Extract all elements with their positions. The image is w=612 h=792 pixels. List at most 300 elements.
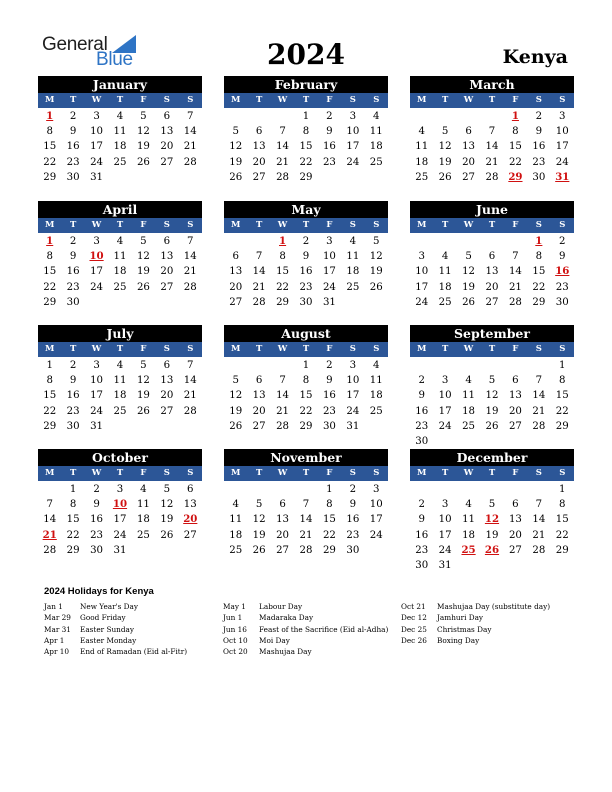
day-cell: 23 bbox=[322, 405, 336, 417]
day-cell: 12 bbox=[229, 390, 243, 402]
holiday-day-cell: 20 bbox=[183, 513, 198, 526]
day-cell: 14 bbox=[532, 390, 546, 402]
day-cell: 16 bbox=[66, 266, 80, 278]
holiday-item bbox=[223, 612, 388, 623]
empty-day-cell bbox=[410, 109, 433, 124]
day-cell: 11 bbox=[136, 499, 150, 511]
day-cell: 17 bbox=[90, 266, 104, 278]
day-cell: 11 bbox=[462, 390, 476, 402]
day-cell: 8 bbox=[535, 251, 543, 263]
day-cell: 18 bbox=[229, 529, 243, 541]
month-october bbox=[38, 449, 202, 558]
day-cell: 19 bbox=[136, 141, 150, 153]
weekday-label: M bbox=[45, 344, 55, 354]
day-cell: 26 bbox=[485, 420, 499, 432]
weekday-label: F bbox=[512, 344, 519, 354]
day-cell: 12 bbox=[485, 390, 499, 402]
month-august bbox=[224, 325, 388, 434]
day-cell: 27 bbox=[160, 281, 174, 293]
day-cell: 17 bbox=[438, 529, 452, 541]
day-cell: 4 bbox=[116, 111, 124, 122]
weekday-label: S bbox=[373, 344, 380, 354]
day-cell: 10 bbox=[438, 390, 452, 402]
weekday-label: M bbox=[45, 220, 55, 230]
weekday-label: S bbox=[349, 468, 356, 478]
holidays-title: 2024 Holidays for Kenya bbox=[44, 586, 154, 597]
weekday-label: W bbox=[91, 344, 102, 354]
day-cell: 16 bbox=[66, 390, 80, 402]
holiday-day-cell: 1 bbox=[46, 235, 54, 247]
day-cell: 27 bbox=[276, 544, 290, 556]
day-cell: 31 bbox=[90, 420, 104, 432]
day-cell: 19 bbox=[485, 529, 499, 541]
days-grid bbox=[410, 358, 574, 449]
holiday-name: Easter Sunday bbox=[80, 624, 135, 634]
day-cell: 26 bbox=[438, 171, 452, 183]
month-september bbox=[410, 325, 574, 449]
empty-day-cell bbox=[433, 109, 456, 124]
day-cell: 21 bbox=[183, 266, 197, 278]
day-cell: 8 bbox=[46, 375, 53, 387]
day-cell: 29 bbox=[66, 544, 80, 556]
day-cell: 6 bbox=[465, 126, 472, 138]
day-cell: 15 bbox=[299, 141, 313, 153]
day-cell: 17 bbox=[322, 266, 336, 278]
day-cell: 6 bbox=[163, 111, 171, 122]
day-cell: 21 bbox=[276, 156, 290, 168]
day-cell: 24 bbox=[90, 405, 104, 417]
holiday-day-cell: 26 bbox=[484, 543, 500, 556]
day-cell: 25 bbox=[229, 544, 243, 556]
day-cell: 24 bbox=[415, 296, 429, 308]
day-cell: 8 bbox=[559, 499, 566, 511]
holiday-item bbox=[223, 624, 388, 635]
weekday-label: T bbox=[441, 220, 449, 230]
day-cell: 12 bbox=[438, 141, 452, 153]
day-cell: 4 bbox=[418, 126, 425, 138]
day-cell: 28 bbox=[183, 405, 197, 417]
day-cell: 14 bbox=[252, 266, 266, 278]
day-cell: 20 bbox=[160, 266, 174, 278]
weekday-label: T bbox=[302, 468, 310, 478]
month-february bbox=[224, 76, 388, 185]
day-cell: 24 bbox=[369, 529, 383, 541]
month-title: January bbox=[38, 76, 202, 93]
day-cell: 2 bbox=[69, 236, 77, 247]
empty-day-cell bbox=[247, 234, 270, 249]
day-cell: 9 bbox=[69, 126, 77, 138]
day-cell: 1 bbox=[559, 484, 566, 495]
holiday-name: Good Friday bbox=[80, 613, 126, 623]
day-cell: 8 bbox=[302, 375, 310, 387]
day-cell: 26 bbox=[229, 420, 243, 432]
holiday-date: Oct 20 bbox=[223, 647, 248, 657]
day-cell: 4 bbox=[140, 484, 147, 495]
weekday-header-row bbox=[224, 93, 388, 108]
day-cell: 17 bbox=[346, 141, 360, 153]
weekday-label: T bbox=[255, 344, 263, 354]
day-cell: 10 bbox=[369, 499, 383, 511]
empty-day-cell bbox=[271, 358, 294, 373]
day-cell: 24 bbox=[322, 281, 336, 293]
weekday-label: W bbox=[91, 95, 102, 105]
weekday-label: M bbox=[231, 344, 241, 354]
day-cell: 28 bbox=[276, 171, 290, 183]
day-cell: 23 bbox=[322, 156, 336, 168]
day-cell: 13 bbox=[160, 126, 174, 138]
weekday-label: S bbox=[373, 95, 380, 105]
day-cell: 13 bbox=[276, 514, 290, 526]
day-cell: 26 bbox=[136, 405, 150, 417]
day-cell: 30 bbox=[299, 296, 313, 308]
day-cell: 1 bbox=[302, 360, 310, 371]
day-cell: 12 bbox=[160, 499, 174, 511]
weekday-header-row bbox=[410, 218, 574, 233]
day-cell: 10 bbox=[322, 251, 336, 263]
day-cell: 24 bbox=[90, 156, 104, 168]
weekday-label: F bbox=[512, 468, 519, 478]
weekday-label: M bbox=[231, 95, 241, 105]
day-cell: 11 bbox=[462, 514, 476, 526]
empty-day-cell bbox=[480, 109, 503, 124]
day-cell: 22 bbox=[43, 405, 57, 417]
day-cell: 7 bbox=[279, 126, 286, 138]
weekday-label: S bbox=[559, 344, 566, 354]
day-cell: 24 bbox=[346, 156, 360, 168]
day-cell: 22 bbox=[299, 156, 313, 168]
day-cell: 19 bbox=[136, 390, 150, 402]
holiday-day-cell: 1 bbox=[279, 235, 287, 247]
weekday-label: M bbox=[231, 468, 241, 478]
day-cell: 17 bbox=[438, 405, 452, 417]
month-title: December bbox=[410, 449, 574, 466]
day-cell: 19 bbox=[229, 405, 243, 417]
weekday-label: S bbox=[373, 468, 380, 478]
day-cell: 23 bbox=[346, 529, 360, 541]
day-cell: 29 bbox=[322, 544, 336, 556]
day-cell: 10 bbox=[346, 126, 360, 138]
day-cell: 4 bbox=[116, 360, 124, 371]
weekday-label: S bbox=[187, 344, 194, 354]
weekday-label: W bbox=[277, 468, 288, 478]
day-cell: 29 bbox=[276, 296, 290, 308]
weekday-label: T bbox=[302, 95, 310, 105]
day-cell: 9 bbox=[349, 499, 357, 511]
day-cell: 12 bbox=[462, 266, 476, 278]
day-cell: 27 bbox=[160, 156, 174, 168]
day-cell: 11 bbox=[113, 126, 127, 138]
day-cell: 6 bbox=[488, 251, 496, 263]
day-cell: 6 bbox=[512, 499, 519, 511]
day-cell: 8 bbox=[279, 251, 286, 263]
holiday-date: Mar 29 bbox=[44, 613, 71, 623]
weekday-label: S bbox=[163, 95, 170, 105]
day-cell: 5 bbox=[441, 126, 449, 138]
day-cell: 21 bbox=[485, 156, 499, 168]
day-cell: 28 bbox=[252, 296, 266, 308]
empty-day-cell bbox=[410, 358, 433, 373]
empty-day-cell bbox=[480, 358, 503, 373]
empty-day-cell bbox=[480, 482, 503, 497]
empty-day-cell bbox=[294, 482, 317, 497]
days-grid bbox=[38, 482, 202, 558]
holiday-date: May 1 bbox=[223, 602, 246, 611]
day-cell: 18 bbox=[438, 281, 452, 293]
day-cell: 6 bbox=[279, 499, 286, 511]
day-cell: 18 bbox=[113, 390, 127, 402]
weekday-label: T bbox=[116, 220, 124, 230]
day-cell: 25 bbox=[113, 156, 127, 168]
day-cell: 5 bbox=[140, 236, 147, 247]
day-cell: 29 bbox=[43, 171, 57, 183]
day-cell: 15 bbox=[299, 390, 313, 402]
day-cell: 1 bbox=[559, 360, 566, 371]
day-cell: 9 bbox=[69, 251, 77, 263]
day-cell: 2 bbox=[418, 375, 425, 387]
weekday-label: M bbox=[417, 220, 427, 230]
day-cell: 31 bbox=[322, 296, 336, 308]
day-cell: 14 bbox=[43, 514, 57, 526]
days-grid bbox=[224, 482, 388, 558]
holiday-day-cell: 25 bbox=[461, 543, 476, 556]
day-cell: 10 bbox=[346, 375, 360, 387]
days-grid bbox=[224, 358, 388, 434]
day-cell: 20 bbox=[508, 405, 522, 417]
days-grid bbox=[410, 109, 574, 185]
day-cell: 1 bbox=[46, 360, 53, 371]
weekday-header-row bbox=[38, 218, 202, 233]
day-cell: 22 bbox=[508, 156, 522, 168]
day-cell: 7 bbox=[535, 499, 543, 511]
day-cell: 26 bbox=[462, 296, 476, 308]
day-cell: 31 bbox=[113, 544, 127, 556]
day-cell: 14 bbox=[299, 514, 313, 526]
day-cell: 27 bbox=[229, 296, 243, 308]
day-cell: 17 bbox=[90, 141, 104, 153]
day-cell: 18 bbox=[462, 529, 476, 541]
day-cell: 16 bbox=[415, 529, 429, 541]
day-cell: 2 bbox=[349, 484, 357, 495]
day-cell: 15 bbox=[66, 514, 80, 526]
day-cell: 28 bbox=[276, 420, 290, 432]
day-cell: 29 bbox=[299, 171, 313, 183]
holiday-item bbox=[44, 635, 187, 646]
day-cell: 5 bbox=[163, 484, 171, 495]
weekday-header-row bbox=[410, 342, 574, 357]
days-grid bbox=[410, 482, 574, 573]
day-cell: 19 bbox=[252, 529, 266, 541]
weekday-label: M bbox=[417, 344, 427, 354]
weekday-label: T bbox=[441, 468, 449, 478]
month-may bbox=[224, 201, 388, 310]
weekday-label: T bbox=[116, 468, 124, 478]
weekday-label: F bbox=[140, 95, 147, 105]
day-cell: 8 bbox=[69, 499, 77, 511]
day-cell: 26 bbox=[369, 281, 383, 293]
day-cell: 31 bbox=[438, 559, 452, 571]
weekday-label: F bbox=[140, 220, 147, 230]
weekday-label: M bbox=[45, 95, 55, 105]
weekday-label: S bbox=[163, 344, 170, 354]
holiday-name: Labour Day bbox=[259, 602, 303, 611]
weekday-label: S bbox=[535, 220, 542, 230]
day-cell: 23 bbox=[555, 281, 569, 293]
empty-day-cell bbox=[457, 482, 480, 497]
day-cell: 15 bbox=[508, 141, 522, 153]
days-grid bbox=[224, 234, 388, 310]
day-cell: 18 bbox=[415, 156, 429, 168]
day-cell: 30 bbox=[66, 171, 80, 183]
day-cell: 2 bbox=[93, 484, 100, 495]
day-cell: 27 bbox=[160, 405, 174, 417]
month-march bbox=[410, 76, 574, 185]
day-cell: 19 bbox=[438, 156, 452, 168]
day-cell: 29 bbox=[532, 296, 546, 308]
empty-day-cell bbox=[38, 482, 61, 497]
month-july bbox=[38, 325, 202, 434]
month-june bbox=[410, 201, 574, 310]
holiday-column bbox=[223, 601, 388, 657]
day-cell: 7 bbox=[302, 499, 310, 511]
empty-day-cell bbox=[433, 482, 456, 497]
day-cell: 28 bbox=[43, 544, 57, 556]
empty-day-cell bbox=[224, 234, 247, 249]
days-grid bbox=[410, 234, 574, 310]
holiday-column bbox=[44, 601, 187, 657]
day-cell: 13 bbox=[252, 390, 266, 402]
day-cell: 9 bbox=[302, 251, 310, 263]
day-cell: 8 bbox=[302, 126, 310, 138]
empty-day-cell bbox=[224, 358, 247, 373]
weekday-label: W bbox=[463, 344, 474, 354]
holiday-item bbox=[44, 646, 187, 657]
day-cell: 28 bbox=[532, 544, 546, 556]
weekday-header-row bbox=[38, 342, 202, 357]
weekday-label: T bbox=[488, 468, 496, 478]
holiday-day-cell: 29 bbox=[508, 170, 523, 183]
country-label: Kenya bbox=[502, 46, 568, 68]
holiday-name: Madaraka Day bbox=[259, 613, 314, 623]
day-cell: 5 bbox=[140, 360, 147, 371]
day-cell: 2 bbox=[69, 360, 77, 371]
day-cell: 30 bbox=[346, 544, 360, 556]
day-cell: 28 bbox=[183, 281, 197, 293]
day-cell: 30 bbox=[90, 544, 104, 556]
weekday-label: F bbox=[326, 95, 333, 105]
day-cell: 11 bbox=[229, 514, 243, 526]
weekday-label: T bbox=[69, 344, 77, 354]
day-cell: 8 bbox=[512, 126, 519, 138]
holiday-date: Jun 1 bbox=[223, 613, 243, 623]
day-cell: 28 bbox=[508, 296, 522, 308]
empty-day-cell bbox=[271, 482, 294, 497]
month-title: November bbox=[224, 449, 388, 466]
days-grid bbox=[38, 358, 202, 434]
days-grid bbox=[38, 234, 202, 310]
day-cell: 16 bbox=[532, 141, 546, 153]
day-cell: 10 bbox=[438, 514, 452, 526]
day-cell: 25 bbox=[369, 156, 383, 168]
day-cell: 13 bbox=[252, 141, 266, 153]
weekday-label: T bbox=[488, 344, 496, 354]
weekday-label: T bbox=[255, 468, 263, 478]
empty-day-cell bbox=[433, 358, 456, 373]
weekday-label: T bbox=[488, 95, 496, 105]
day-cell: 14 bbox=[508, 266, 522, 278]
empty-day-cell bbox=[457, 109, 480, 124]
weekday-label: T bbox=[255, 220, 263, 230]
day-cell: 25 bbox=[346, 281, 360, 293]
empty-day-cell bbox=[504, 234, 527, 249]
weekday-label: F bbox=[326, 468, 333, 478]
day-cell: 19 bbox=[229, 156, 243, 168]
day-cell: 14 bbox=[485, 141, 499, 153]
day-cell: 7 bbox=[255, 251, 263, 263]
day-cell: 29 bbox=[299, 420, 313, 432]
day-cell: 3 bbox=[116, 484, 124, 495]
day-cell: 18 bbox=[369, 390, 383, 402]
holiday-item bbox=[223, 601, 388, 612]
day-cell: 5 bbox=[140, 111, 147, 122]
day-cell: 10 bbox=[90, 126, 104, 138]
day-cell: 21 bbox=[276, 405, 290, 417]
day-cell: 22 bbox=[532, 281, 546, 293]
day-cell: 14 bbox=[276, 141, 290, 153]
day-cell: 24 bbox=[346, 405, 360, 417]
day-cell: 5 bbox=[255, 499, 263, 511]
holiday-date: Jun 16 bbox=[223, 624, 247, 634]
day-cell: 17 bbox=[346, 390, 360, 402]
weekday-header-row bbox=[410, 466, 574, 481]
day-cell: 27 bbox=[252, 171, 266, 183]
empty-day-cell bbox=[247, 358, 270, 373]
empty-day-cell bbox=[410, 482, 433, 497]
holiday-day-cell: 31 bbox=[555, 170, 570, 183]
day-cell: 15 bbox=[276, 266, 290, 278]
holiday-date: Apr 10 bbox=[44, 647, 70, 657]
logo-blue-text: Blue bbox=[96, 49, 133, 70]
day-cell: 19 bbox=[369, 266, 383, 278]
day-cell: 20 bbox=[276, 529, 290, 541]
day-cell: 3 bbox=[93, 236, 100, 247]
month-title: June bbox=[410, 201, 574, 218]
holiday-name: Mashujaa Day (substitute day) bbox=[437, 602, 551, 611]
day-cell: 5 bbox=[488, 499, 496, 511]
day-cell: 18 bbox=[136, 514, 150, 526]
holiday-date: Mar 31 bbox=[44, 624, 71, 634]
weekday-label: S bbox=[163, 220, 170, 230]
month-title: May bbox=[224, 201, 388, 218]
day-cell: 15 bbox=[555, 390, 569, 402]
day-cell: 16 bbox=[90, 514, 104, 526]
day-cell: 4 bbox=[232, 499, 239, 511]
day-cell: 7 bbox=[187, 111, 194, 122]
day-cell: 30 bbox=[66, 296, 80, 308]
day-cell: 19 bbox=[462, 281, 476, 293]
holiday-item bbox=[401, 601, 550, 612]
day-cell: 22 bbox=[276, 281, 290, 293]
holiday-item bbox=[223, 646, 388, 657]
day-cell: 15 bbox=[532, 266, 546, 278]
weekday-label: T bbox=[302, 220, 310, 230]
day-cell: 10 bbox=[415, 266, 429, 278]
day-cell: 21 bbox=[183, 141, 197, 153]
holiday-name: End of Ramadan (Eid al-Fitr) bbox=[80, 647, 188, 657]
weekday-label: T bbox=[69, 468, 77, 478]
day-cell: 11 bbox=[369, 375, 383, 387]
day-cell: 24 bbox=[438, 420, 452, 432]
day-cell: 21 bbox=[299, 529, 313, 541]
